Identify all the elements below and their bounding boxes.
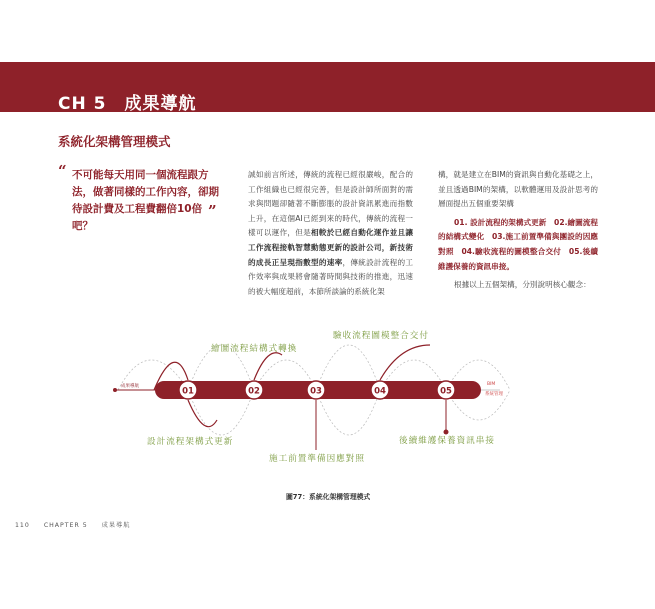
flow-node <box>307 381 325 399</box>
flow-end-label-2: 系統管理 <box>485 392 503 397</box>
flow-label-04: 驗收流程圖模整合交付 <box>333 331 429 341</box>
flow-label-03: 施工前置準備因應對照 <box>269 454 365 464</box>
start-dot <box>113 388 117 392</box>
section-title: 系統化架構管理模式 <box>58 134 171 149</box>
open-quote-mark: “ <box>58 162 67 180</box>
flow-end-label-1: BIM <box>487 382 496 387</box>
node-number: 01 <box>182 386 194 397</box>
body-paragraph: 根據以上五個架構，分別說明核心觀念： <box>454 280 591 290</box>
page-number: 110 <box>15 522 30 529</box>
figure-caption: 圖77：系統化架構管理模式 <box>286 493 371 501</box>
flow-curve <box>254 353 282 380</box>
footer-chapter-title: 成果導航 <box>101 522 131 529</box>
node-number: 02 <box>248 386 260 397</box>
node-number: 03 <box>310 386 322 397</box>
flow-node <box>179 381 197 399</box>
pull-quote: 不可能每天用同一個流程跟方法，做著同樣的工作內容，卻期待設計費及工程費翻倍10倍吧？ <box>72 169 219 232</box>
body-paragraph: 構，就是建立在BIM的資訊與自動化基礎之上，並且透過BIM的架構，以軟體運用及設計思考的層面提出五個重要架構 <box>438 170 598 209</box>
chapter-title: CH 5 成果導航 <box>58 94 197 114</box>
node-number: 05 <box>440 386 452 397</box>
flow-curve <box>188 400 217 427</box>
flow-node <box>245 381 263 399</box>
flow-node <box>371 381 389 399</box>
flow-diagram <box>0 320 655 470</box>
highlight-list-paragraph: 01. 設計流程的架構式更新 02.繪圖流程的結構式變化 03.施工前置準備與團設的因應對照 04.驗收流程的圖模整合交付 05.後續維護保養的資訊串接。 <box>438 217 598 271</box>
body-column-middle <box>248 168 413 303</box>
body-text: 誠如前言所述，傳統的流程已經很嚴峻，配合的工作組織也已經很完善，但是設計師所面對的需求與問題卻隨著不斷膨脹的設計資訊累進而指數上升，在這個AI已經到來的時代，傳統的流程一樣可以運作，但是 <box>248 170 413 238</box>
flow-start-label: 成果導航 <box>121 384 139 389</box>
flow-label-02: 繪圖流程結構式轉換 <box>211 344 298 354</box>
node-number: 04 <box>374 386 386 397</box>
close-quote-mark: ” <box>208 202 217 220</box>
flow-label-01: 設計流程架構式更新 <box>147 437 234 447</box>
footer-chapter: CHAPTER 5 <box>43 522 88 529</box>
flow-label-05: 後續維護保養資訊串接 <box>399 436 495 446</box>
page-footer <box>15 520 144 529</box>
body-text: ，傳統設計流程的工作效率與成果將會隨著時間與技術的推進，迅速的被大幅度超前，本節所談論的系統化架 <box>248 257 414 296</box>
emphasis-text: 相較於已經自動化運作並且讓工作流程接軌智慧動態更新的設計公司，新技術的成長正呈現指數型的速率 <box>248 228 414 267</box>
flow-node <box>437 381 455 399</box>
body-column-right <box>438 168 598 297</box>
